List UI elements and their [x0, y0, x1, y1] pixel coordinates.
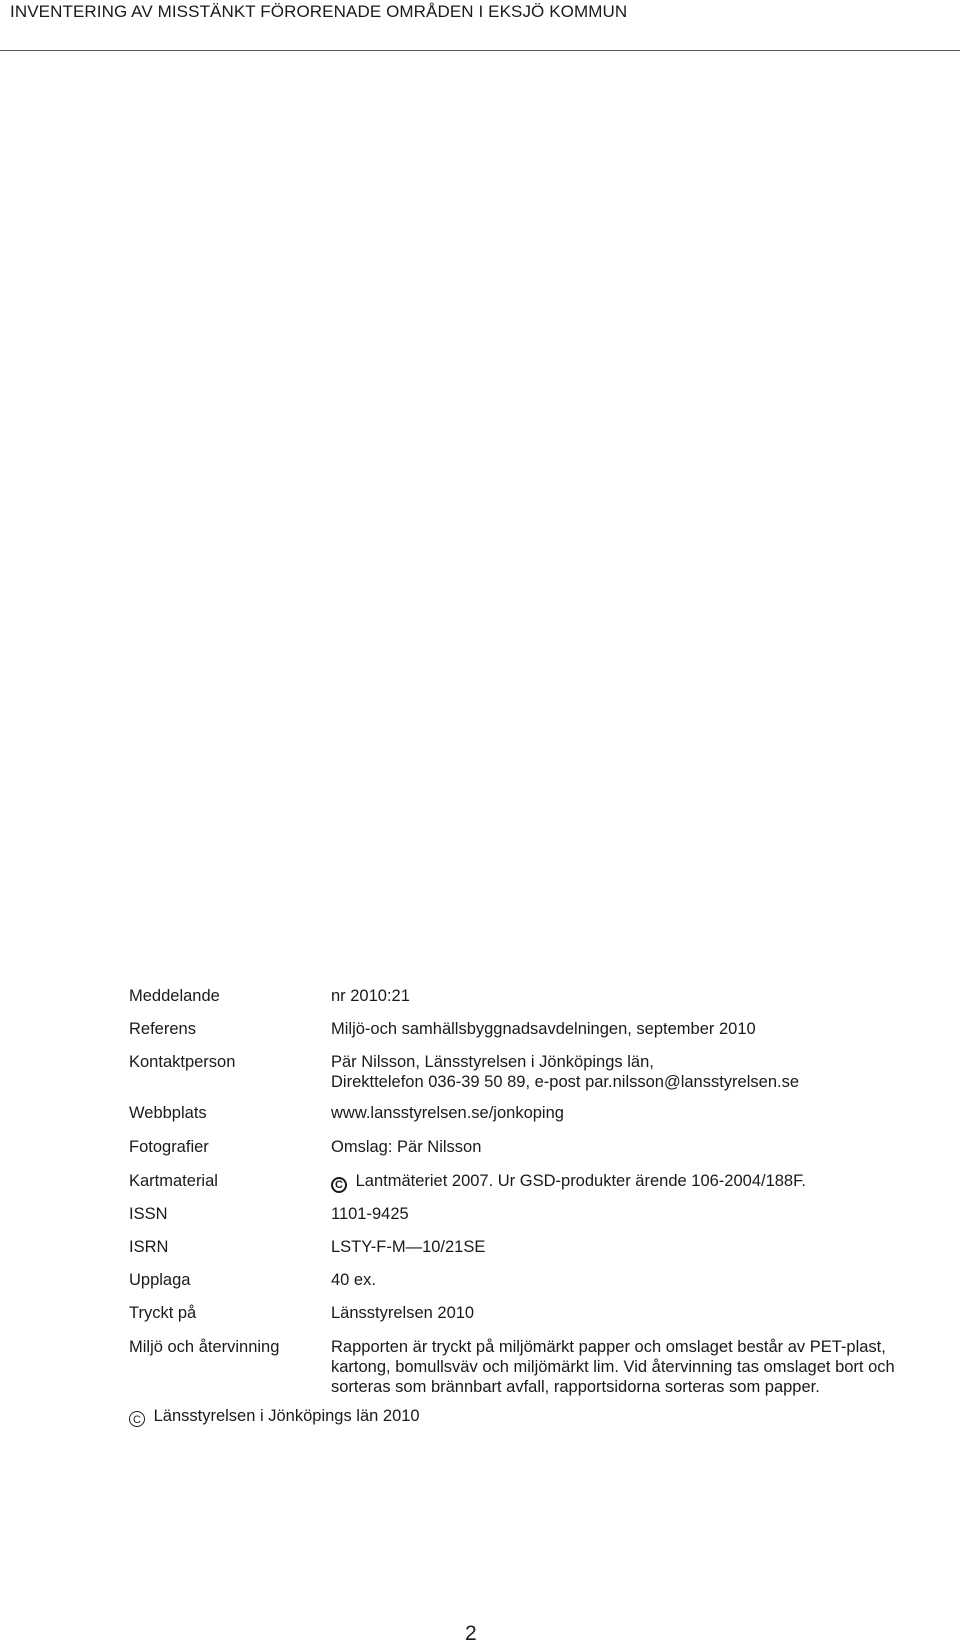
- kontaktperson-line: Pär Nilsson, Länsstyrelsen i Jönköpings län,: [331, 1053, 654, 1071]
- label-isrn: ISRN: [129, 1238, 169, 1256]
- value-upplaga: 40 ex.: [331, 1271, 376, 1289]
- value-kontaktperson: [331, 1052, 799, 1092]
- header-divider: [0, 50, 960, 51]
- value-referens: Miljö-och samhällsbyggnadsavdelningen, september 2010: [331, 1020, 756, 1038]
- label-meddelande: Meddelande: [129, 987, 220, 1005]
- value-meddelande: nr 2010:21: [331, 987, 410, 1005]
- copyright-icon: C: [129, 1411, 145, 1427]
- label-referens: Referens: [129, 1020, 196, 1038]
- value-isrn: LSTY-F-M—10/21SE: [331, 1238, 486, 1256]
- value-tryckt-pa: Länsstyrelsen 2010: [331, 1304, 475, 1322]
- miljo-line: sorteras som brännbart avfall, rapportsidorna sorteras som papper.: [331, 1378, 820, 1396]
- page-number: 2: [465, 1622, 477, 1645]
- kontaktperson-line: Direkttelefon 036-39 50 89, e-post par.nilsson@lansstyrelsen.se: [331, 1073, 800, 1091]
- label-miljo: Miljö och återvinning: [129, 1338, 280, 1356]
- value-fotografier: Omslag: Pär Nilsson: [331, 1138, 482, 1156]
- label-kontaktperson: Kontaktperson: [129, 1053, 236, 1071]
- copyright-notice: [129, 1406, 420, 1427]
- value-issn: 1101-9425: [331, 1205, 409, 1223]
- label-upplaga: Upplaga: [129, 1271, 191, 1289]
- label-fotografier: Fotografier: [129, 1138, 209, 1156]
- running-header: INVENTERING AV MISSTÄNKT FÖRORENADE OMRÅDEN I EKSJÖ KOMMUN: [10, 2, 628, 21]
- value-kartmaterial: [331, 1171, 806, 1193]
- value-miljo: [331, 1337, 895, 1397]
- website-link[interactable]: www.lansstyrelsen.se/jonkoping: [331, 1104, 564, 1122]
- label-kartmaterial: Kartmaterial: [129, 1172, 218, 1190]
- kartmaterial-text: Lantmäteriet 2007. Ur GSD-produkter ärende 106-2004/188F.: [355, 1172, 806, 1190]
- label-tryckt-pa: Tryckt på: [129, 1304, 197, 1322]
- label-issn: ISSN: [129, 1205, 168, 1223]
- label-webbplats: Webbplats: [129, 1104, 207, 1122]
- miljo-line: kartong, bomullsväv och miljömärkt lim. Vid återvinning tas omslaget bort och: [331, 1358, 895, 1376]
- miljo-line: Rapporten är tryckt på miljömärkt papper och omslaget består av PET-plast,: [331, 1338, 886, 1356]
- copyright-text: Länsstyrelsen i Jönköpings län 2010: [153, 1407, 420, 1425]
- copyright-icon: C: [331, 1177, 347, 1193]
